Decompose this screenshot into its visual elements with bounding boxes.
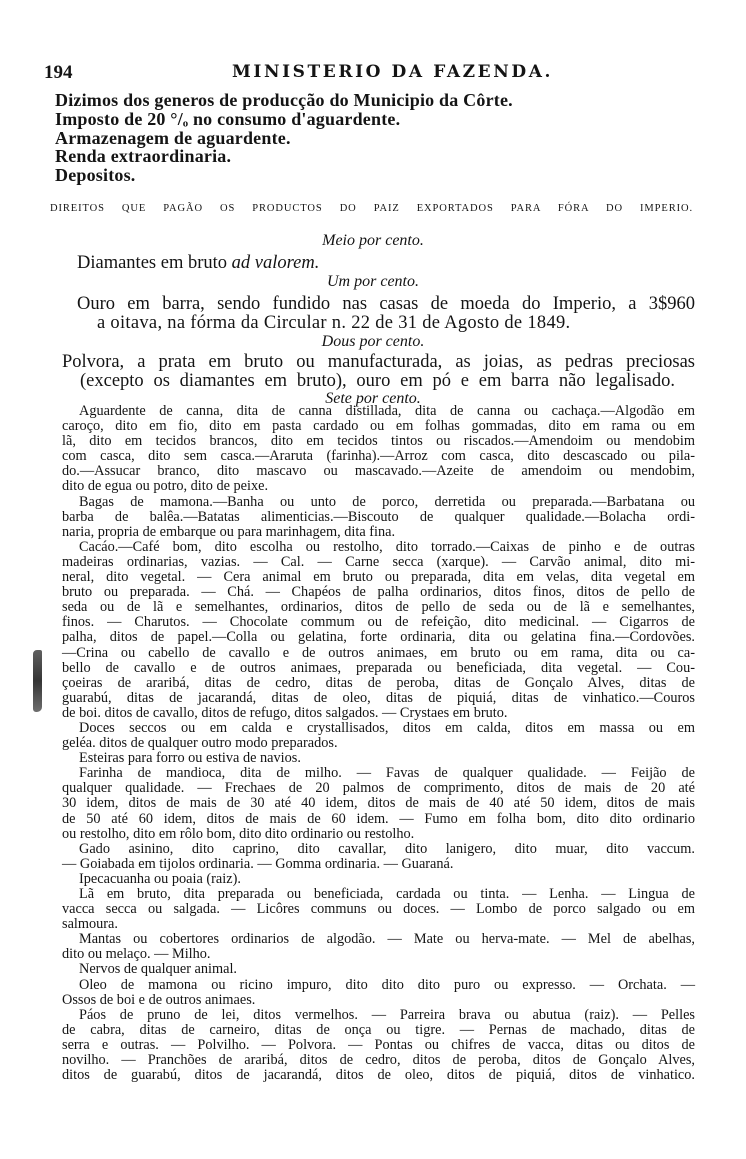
page-number: 194: [44, 62, 73, 83]
running-title: MINISTERIO DA FAZENDA.: [232, 62, 554, 82]
item-line: de cabra, ditas de carneiro, ditas de onça ou tigre. — Pernas de machado, ditas de: [62, 1021, 695, 1038]
item-line: Aguardente de canna, dita de canna distillada, dita de canna ou cachaça.—Algodão em: [79, 403, 695, 419]
rate-heading-meio: Meio por cento.: [322, 232, 424, 249]
item-line: de 50 até 60 idem, ditos de mais de 60 idem. — Fumo em folha bom, dito dito ordinario: [62, 810, 695, 827]
item-line: 30 idem, ditos de mais de 30 até 40 idem, ditos de mais de 40 até 50 idem, ditos de mais: [62, 795, 695, 812]
item-line: Mantas ou cobertores ordinarios de algodão. — Mate ou herva-mate. — Mel de abelhas,: [79, 931, 695, 948]
item-line: novilho. — Pranchões de araribá, ditos de cedro, ditos de peroba, ditos de Gonçalo Alves,: [62, 1052, 695, 1069]
item-line: dito ou melaço. — Milho.: [62, 946, 211, 963]
item-line: seda ou de lã e semelhantes, ordinarios, ditos de pello de seda ou de lã e semelhantes,: [62, 599, 695, 616]
item-line: Lã em bruto, dita preparada ou beneficiada, cardada ou tinta. — Lenha. — Lingua de: [79, 886, 695, 902]
item-line: Ossos de boi e de outros animaes.: [62, 991, 256, 1008]
intro-line: Imposto de 20 °/ₒ no consumo d'aguardente.: [55, 109, 401, 129]
rate-heading-sete: Sete por cento.: [325, 390, 421, 407]
item-line: Oleo de mamona ou ricino impuro, dito dito dito puro ou expresso. — Orchata. —: [79, 976, 695, 993]
dous-line-2: (excepto os diamantes em bruto), ouro em pó e em barra não legalisado.: [80, 371, 675, 391]
um-line-1: Ouro em barra, sendo fundido nas casas de moeda do Imperio, a 3$960: [77, 294, 695, 314]
item-line: bello de cavallo e de outros animaes, preparada ou beneficiada, dita vegetal. — Cou-: [62, 659, 695, 676]
item-line: Gado asinino, dito caprino, dito cavallar, dito lanigero, dito muar, dito vaccum.: [79, 840, 695, 857]
item-line: — Goiabada em tijolos ordinaria. — Gomma ordinaria. — Guaraná.: [62, 855, 454, 872]
item-line: Páos de pruno de lei, ditos vermelhos. — Parreira brava ou abutua (raiz). — Pelles: [79, 1006, 695, 1023]
item-line: Nervos de qualquer animal.: [79, 961, 238, 978]
item-line: Doces seccos ou em calda e crystallisados, ditos em calda, ditos em massa ou em: [79, 719, 695, 736]
item-line: ou restolho, dito em rôlo bom, dito dito ordinario ou restolho.: [62, 825, 415, 842]
item-line: barba de balêa.—Batatas alimenticias.—Biscouto de qualquer qualidade.—Bolacha ordi-: [62, 508, 695, 525]
item-line: —Crina ou cabello de cavallo e de outros animaes, em bruto ou em rama, dita ou ca-: [62, 644, 695, 661]
item-line: finos. — Charutos. — Chocolate commum ou de refeição, dito medicinal. — Cigarros de: [62, 614, 695, 631]
item-line: geléa. ditos de qualquer outro modo preparados.: [62, 735, 338, 752]
item-line: çoeiras de araribá, ditas de cedro, ditas de peroba, ditas de Gonçalo Alves, ditas de: [62, 674, 695, 691]
item-line: do.—Assucar branco, dito mascavo ou mascavado.—Azeite de amendoim ou mendobim,: [62, 463, 695, 480]
intro-line: Depositos.: [55, 165, 136, 185]
item-line: neral, dito vegetal. — Cera animal em bruto ou preparada, dita em velas, dita vegetal em: [62, 569, 695, 586]
binding-mark: [33, 650, 42, 712]
item-line: com casca, dito sem casca.—Araruta (farinha).—Arroz com casca, dito descascado ou pila-: [62, 448, 695, 465]
meio-text: Diamantes em bruto: [77, 253, 232, 273]
item-line: lã, dito em tecidos brancos, dito em tecidos tintos ou riscados.—Amendoim ou mendobim: [62, 433, 695, 450]
item-line: Farinha de mandioca, dita de milho. — Favas de qualquer qualidade. — Feijão de: [79, 765, 695, 782]
item-line: caroço, dito em fio, dito em pasta cardado ou em folhas gommadas, dito em rama ou em: [62, 418, 695, 435]
item-line: vacca secca ou salgada. — Licôres communs ou doces. — Lombo de porco salgado ou em: [62, 901, 695, 918]
item-line: palha, ditos de papel.—Colla ou gelatina, forte ordinaria, dita ou gelatina fina.—Cordovões.: [62, 629, 695, 646]
item-line: salmoura.: [62, 916, 118, 933]
item-line: qualquer qualidade. — Frechaes de 20 palmos de comprimento, ditos de mais de 20 até: [62, 780, 695, 797]
meio-ad-valorem: ad valorem.: [231, 253, 320, 273]
rate-heading-dous: Dous por cento.: [321, 333, 425, 350]
item-line: Esteiras para forro ou estiva de navios.: [79, 750, 301, 767]
item-line: Ipecacuanha ou poaia (raiz).: [79, 870, 241, 887]
um-line-2: a oitava, na fórma da Circular n. 22 de 31 de Agosto de 1849.: [97, 313, 571, 333]
item-line: bruto ou preparada. — Chá. — Chapéos de palha ordinarios, ditos finos, ditos de pello de: [62, 584, 695, 601]
intro-line: Renda extraordinaria.: [55, 146, 232, 166]
item-line: serra e outras. — Polvilho. — Polvora. — Pontas ou chifres de vacca, ditas ou ditos de: [62, 1036, 695, 1053]
item-line: madeiras ordinarias, vazias. — Cal. — Carne secca (xarque). — Carvão animal, dito mi-: [62, 553, 695, 570]
dous-line-1: Polvora, a prata em bruto ou manufacturada, as joias, as pedras preciosas: [62, 352, 695, 372]
item-line: dito de egua ou potro, dito de peixe.: [62, 478, 269, 495]
item-line: de boi. ditos de cavallo, ditos de refugo, ditos salgados. — Crystaes em bruto.: [62, 704, 508, 721]
item-line: naria, propria de embarque ou para marinhagem, dita fina.: [62, 523, 396, 540]
rate-heading-um: Um por cento.: [327, 273, 419, 290]
item-line: Cacáo.—Café bom, dito escolha ou restolho, dito torrado.—Caixas de pinho e de outras: [79, 538, 695, 555]
sete-por-cento-items: [62, 404, 695, 1083]
item-line: guarabú, ditas de jacarandá, ditas de oleo, ditas de piquiá, ditas de vinhatico.—Couros: [62, 689, 695, 706]
meio-item: [77, 253, 319, 274]
intro-line: Armazenagem de aguardente.: [55, 128, 291, 148]
intro-line: Dizimos dos generos de producção do Municipio da Côrte.: [55, 90, 513, 110]
section-heading: DIREITOS QUE PAGÃO OS PRODUCTOS DO PAIZ EXPORTADOS PARA FÓRA DO IMPERIO.: [50, 203, 693, 214]
item-line: ditos de guarabú, ditos de jacarandá, ditos de oleo, ditos de piquiá, ditos de vinhatico.: [62, 1067, 695, 1084]
item-line: Bagas de mamona.—Banha ou unto de porco, derretida ou preparada.—Barbatana ou: [79, 493, 695, 510]
